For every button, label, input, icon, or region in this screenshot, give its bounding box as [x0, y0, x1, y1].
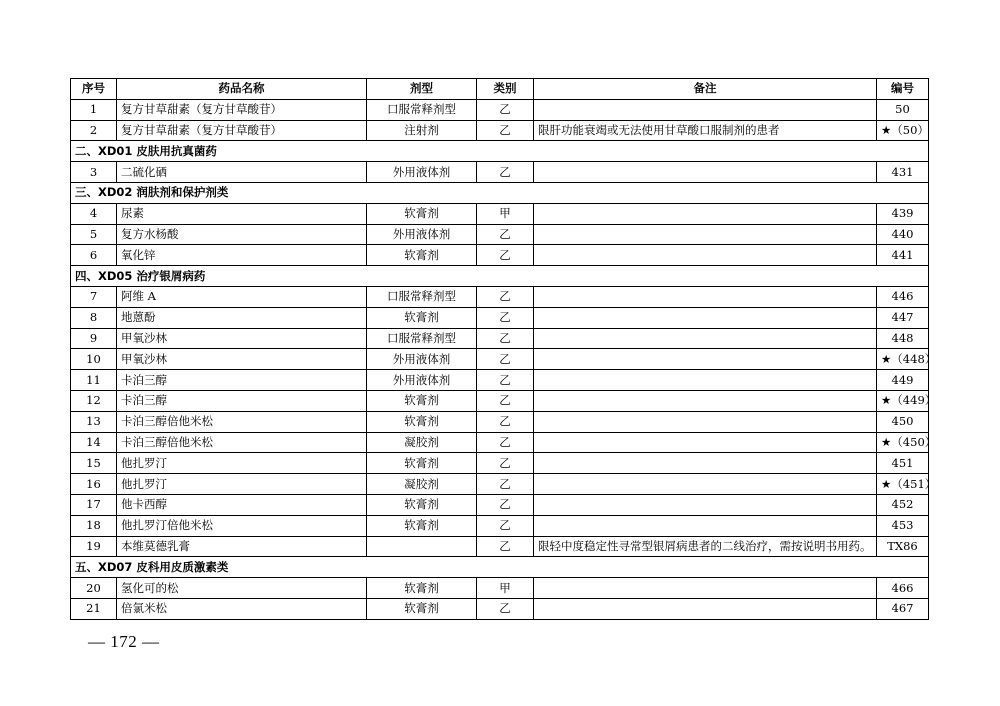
- section-title: 三、XD02 润肤剂和保护剂类: [71, 182, 929, 203]
- cell-no: 8: [71, 307, 117, 328]
- cell-dosage-form: 外用液体剂: [367, 162, 477, 183]
- cell-no: 2: [71, 120, 117, 141]
- cell-dosage-form: 口服常释剂型: [367, 286, 477, 307]
- table-row: [71, 474, 929, 495]
- cell-code: ★（448）: [877, 349, 929, 370]
- cell-remarks: [534, 307, 877, 328]
- header-dosage-form: 剂型: [367, 79, 477, 100]
- cell-code: ★（451）: [877, 474, 929, 495]
- cell-dosage-form: 软膏剂: [367, 307, 477, 328]
- cell-remarks: [534, 453, 877, 474]
- cell-drug-name: 本维莫德乳膏: [117, 536, 367, 557]
- cell-remarks: [534, 245, 877, 266]
- cell-dosage-form: 软膏剂: [367, 598, 477, 619]
- cell-drug-name: 氢化可的松: [117, 578, 367, 599]
- cell-dosage-form: 软膏剂: [367, 453, 477, 474]
- cell-category: 乙: [477, 515, 534, 536]
- cell-remarks: [534, 328, 877, 349]
- cell-dosage-form: 外用液体剂: [367, 349, 477, 370]
- table-row: [71, 453, 929, 474]
- cell-drug-name: 甲氧沙林: [117, 349, 367, 370]
- cell-dosage-form: [367, 536, 477, 557]
- drug-catalog-table: [70, 78, 937, 620]
- table-row: [71, 349, 929, 370]
- cell-no: 11: [71, 370, 117, 391]
- cell-code: TX86: [877, 536, 929, 557]
- cell-code: 440: [877, 224, 929, 245]
- cell-code: 466: [877, 578, 929, 599]
- cell-dosage-form: 注射剂: [367, 120, 477, 141]
- section-row: [71, 557, 929, 578]
- header-category: 类别: [477, 79, 534, 100]
- table-body: [71, 99, 937, 619]
- cell-drug-name: 卡泊三醇: [117, 390, 367, 411]
- cell-category: 乙: [477, 474, 534, 495]
- header-drug-name: 药品名称: [117, 79, 367, 100]
- table-row: [71, 203, 929, 224]
- cell-drug-name: 尿素: [117, 203, 367, 224]
- table-header-row: [71, 79, 929, 100]
- cell-dosage-form: 凝胶剂: [367, 474, 477, 495]
- cell-drug-name: 卡泊三醇: [117, 370, 367, 391]
- cell-remarks: [534, 578, 877, 599]
- header-remarks: 备注: [534, 79, 877, 100]
- cell-remarks: [534, 515, 877, 536]
- cell-no: 15: [71, 453, 117, 474]
- cell-category: 乙: [477, 307, 534, 328]
- cell-no: 9: [71, 328, 117, 349]
- cell-category: 乙: [477, 349, 534, 370]
- cell-no: 17: [71, 494, 117, 515]
- cell-code: 467: [877, 598, 929, 619]
- cell-code: 451: [877, 453, 929, 474]
- cell-dosage-form: 软膏剂: [367, 411, 477, 432]
- cell-code: 449: [877, 370, 929, 391]
- cell-code: 452: [877, 494, 929, 515]
- cell-code: ★（50）: [877, 120, 929, 141]
- cell-drug-name: 倍氯米松: [117, 598, 367, 619]
- section-row: [71, 182, 929, 203]
- cell-category: 甲: [477, 578, 534, 599]
- table-row: [71, 162, 929, 183]
- table-row: [71, 390, 929, 411]
- section-title: 五、XD07 皮科用皮质激素类: [71, 557, 929, 578]
- cell-no: 6: [71, 245, 117, 266]
- cell-remarks: [534, 203, 877, 224]
- table-row: [71, 370, 929, 391]
- cell-remarks: [534, 349, 877, 370]
- cell-dosage-form: 口服常释剂型: [367, 99, 477, 120]
- cell-dosage-form: 口服常释剂型: [367, 328, 477, 349]
- cell-drug-name: 复方甘草甜素（复方甘草酸苷）: [117, 120, 367, 141]
- page-number: — 172 —: [88, 632, 160, 651]
- cell-dosage-form: 软膏剂: [367, 578, 477, 599]
- section-title: 四、XD05 治疗银屑病药: [71, 266, 929, 287]
- table-row: [71, 245, 929, 266]
- cell-remarks: [534, 494, 877, 515]
- cell-no: 18: [71, 515, 117, 536]
- cell-no: 19: [71, 536, 117, 557]
- cell-code: 453: [877, 515, 929, 536]
- table-row: [71, 515, 929, 536]
- cell-code: 441: [877, 245, 929, 266]
- cell-drug-name: 二硫化硒: [117, 162, 367, 183]
- section-title: 二、XD01 皮肤用抗真菌药: [71, 141, 929, 162]
- cell-code: 448: [877, 328, 929, 349]
- cell-no: 5: [71, 224, 117, 245]
- cell-drug-name: 复方甘草甜素（复方甘草酸苷）: [117, 99, 367, 120]
- cell-no: 12: [71, 390, 117, 411]
- table-row: [71, 224, 929, 245]
- table-row: [71, 432, 929, 453]
- cell-code: 431: [877, 162, 929, 183]
- cell-dosage-form: 软膏剂: [367, 515, 477, 536]
- cell-category: 乙: [477, 99, 534, 120]
- cell-category: 乙: [477, 598, 534, 619]
- table-row: [71, 536, 929, 557]
- cell-no: 1: [71, 99, 117, 120]
- cell-remarks: 限肝功能衰竭或无法使用甘草酸口服制剂的患者: [534, 120, 877, 141]
- cell-no: 20: [71, 578, 117, 599]
- cell-remarks: [534, 99, 877, 120]
- cell-dosage-form: 软膏剂: [367, 203, 477, 224]
- cell-no: 16: [71, 474, 117, 495]
- cell-no: 7: [71, 286, 117, 307]
- table-row: [71, 494, 929, 515]
- cell-code: 50: [877, 99, 929, 120]
- cell-drug-name: 复方水杨酸: [117, 224, 367, 245]
- cell-no: 21: [71, 598, 117, 619]
- cell-no: 3: [71, 162, 117, 183]
- cell-drug-name: 卡泊三醇倍他米松: [117, 432, 367, 453]
- cell-category: 乙: [477, 411, 534, 432]
- cell-dosage-form: 外用液体剂: [367, 224, 477, 245]
- cell-dosage-form: 外用液体剂: [367, 370, 477, 391]
- cell-remarks: [534, 598, 877, 619]
- cell-remarks: [534, 286, 877, 307]
- cell-drug-name: 他扎罗汀: [117, 453, 367, 474]
- cell-remarks: [534, 370, 877, 391]
- cell-remarks: [534, 390, 877, 411]
- cell-no: 13: [71, 411, 117, 432]
- cell-category: 乙: [477, 120, 534, 141]
- section-row: [71, 266, 929, 287]
- table-row: [71, 328, 929, 349]
- cell-remarks: 限轻中度稳定性寻常型银屑病患者的二线治疗，需按说明书用药。: [534, 536, 877, 557]
- table-row: [71, 286, 929, 307]
- cell-category: 乙: [477, 162, 534, 183]
- cell-dosage-form: 软膏剂: [367, 494, 477, 515]
- cell-dosage-form: 凝胶剂: [367, 432, 477, 453]
- cell-code: ★（449）: [877, 390, 929, 411]
- cell-category: 乙: [477, 453, 534, 474]
- cell-drug-name: 卡泊三醇倍他米松: [117, 411, 367, 432]
- cell-category: 甲: [477, 203, 534, 224]
- cell-drug-name: 他扎罗汀倍他米松: [117, 515, 367, 536]
- table-row: [71, 99, 929, 120]
- table-row: [71, 120, 929, 141]
- cell-dosage-form: 软膏剂: [367, 390, 477, 411]
- cell-category: 乙: [477, 390, 534, 411]
- cell-no: 4: [71, 203, 117, 224]
- cell-drug-name: 他卡西醇: [117, 494, 367, 515]
- header-code: 编号: [877, 79, 929, 100]
- cell-drug-name: 氧化锌: [117, 245, 367, 266]
- cell-category: 乙: [477, 286, 534, 307]
- table-row: [71, 411, 929, 432]
- cell-drug-name: 阿维 A: [117, 286, 367, 307]
- cell-drug-name: 他扎罗汀: [117, 474, 367, 495]
- cell-code: 447: [877, 307, 929, 328]
- cell-code: ★（450）: [877, 432, 929, 453]
- cell-category: 乙: [477, 370, 534, 391]
- table-row: [71, 307, 929, 328]
- cell-remarks: [534, 432, 877, 453]
- cell-code: 450: [877, 411, 929, 432]
- cell-dosage-form: 软膏剂: [367, 245, 477, 266]
- cell-drug-name: 地蒽酚: [117, 307, 367, 328]
- cell-remarks: [534, 162, 877, 183]
- cell-no: 14: [71, 432, 117, 453]
- cell-category: 乙: [477, 536, 534, 557]
- table-row: [71, 598, 929, 619]
- cell-category: 乙: [477, 432, 534, 453]
- cell-code: 439: [877, 203, 929, 224]
- cell-drug-name: 甲氧沙林: [117, 328, 367, 349]
- cell-remarks: [534, 224, 877, 245]
- cell-category: 乙: [477, 245, 534, 266]
- cell-category: 乙: [477, 224, 534, 245]
- cell-category: 乙: [477, 328, 534, 349]
- cell-category: 乙: [477, 494, 534, 515]
- header-no: 序号: [71, 79, 117, 100]
- cell-no: 10: [71, 349, 117, 370]
- cell-remarks: [534, 474, 877, 495]
- section-row: [71, 141, 929, 162]
- table-row: [71, 578, 929, 599]
- cell-code: 446: [877, 286, 929, 307]
- cell-remarks: [534, 411, 877, 432]
